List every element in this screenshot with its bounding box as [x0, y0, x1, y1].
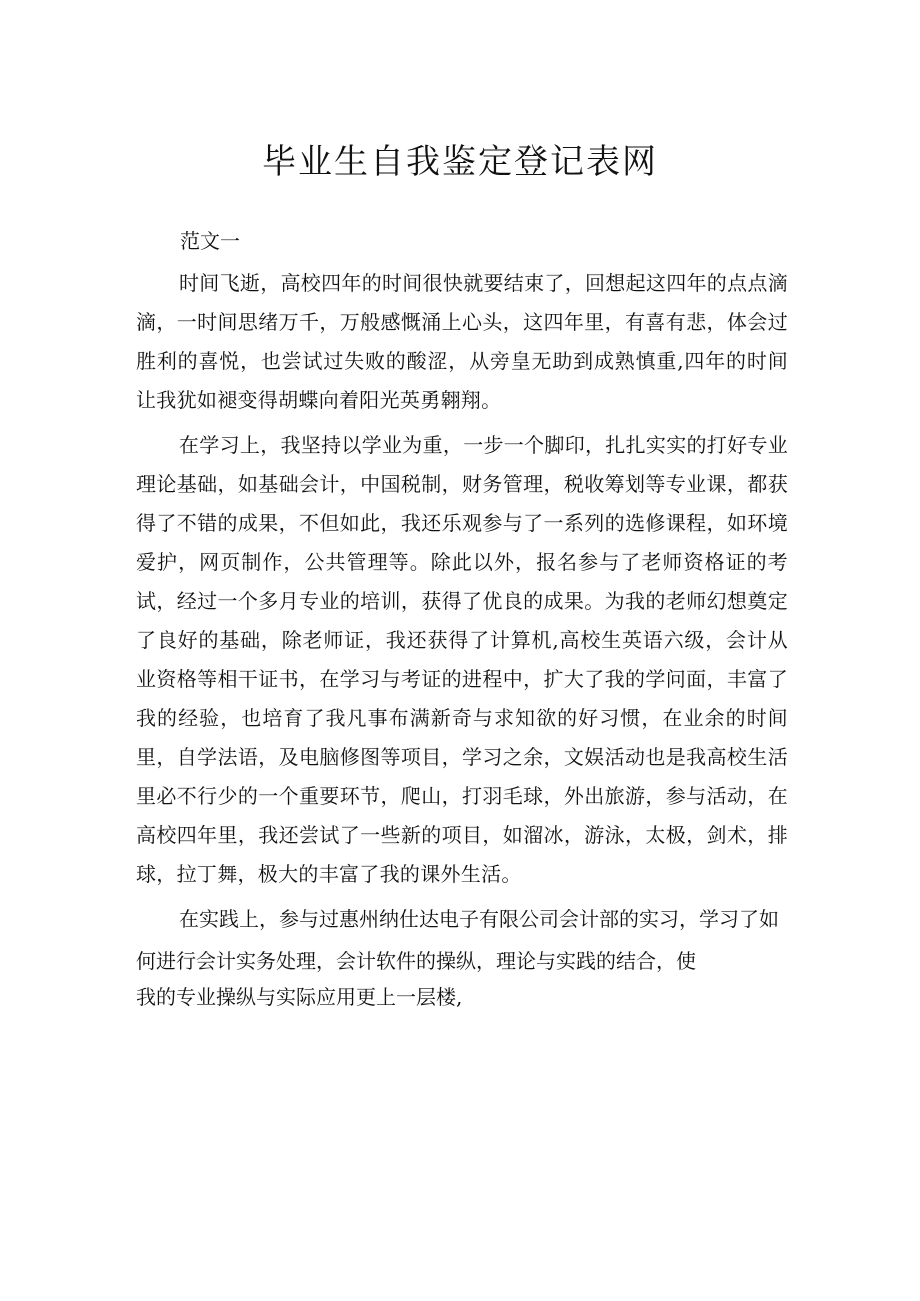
- paragraph-1: 时间飞逝，高校四年的时间很快就要结束了，回想起这四年的点点滴滴，一时间思绪万千，万般感慨涌上心头，这四年里，有喜有悲，体会过胜利的喜悦，也尝试过失败的酸涩，从旁皇无助到成熟慎重,四年的时间让我犹如褪变得胡蝶向着阳光英勇翱翔。: [136, 271, 788, 412]
- section-label: 范文一: [180, 229, 240, 253]
- document-title: 毕业生自我鉴定登记表网: [262, 142, 658, 182]
- paragraph-3-continuation: [136, 943, 788, 1015]
- paragraph-3: [136, 900, 788, 939]
- paragraph-3-line-3: 我的专业操纵与实际应用更上一层楼,: [136, 985, 463, 1009]
- paragraph-2: 在学习上，我坚持以学业为重，一步一个脚印，扎扎实实的打好专业理论基础，如基础会计，中国税制，财务管理，税收筹划等专业课，都获得了不错的成果，不但如此，我还乐观参与了一系列的选修课程，如环境爱护，网页制作，公共管理等。除此以外，报名参与了老师资格证的考试，经过一个多月专业的培训，获得了优良的成果。为我的老师幻想奠定了良好的基础，除老师证，我还获得了计算机,高校生英语六级，会计从业资格等相干证书，在学习与考证的进程中，扩大了我的学问面，丰富了我的经验，也培育了我凡事布满新奇与求知欲的好习惯，在业余的时间里，自学法语，及电脑修图等项目，学习之余，文娱活动也是我高校生活里必不行少的一个重要环节，爬山，打羽毛球，外出旅游，参与活动，在高校四年里，我还尝试了一些新的项目，如溜冰，游泳，太极，剑术，排球，拉丁舞，极大的丰富了我的课外生活。: [136, 433, 788, 886]
- document-body: [136, 264, 788, 1015]
- paragraph-3-line-1: 在实践上，参与过惠州纳仕达电子有限公司会计部的实习，学习了如: [179, 907, 779, 931]
- paragraph-3-line-2: 何进行会计实务处理，会计软件的操纵，理论与实践的结合，使: [136, 949, 696, 973]
